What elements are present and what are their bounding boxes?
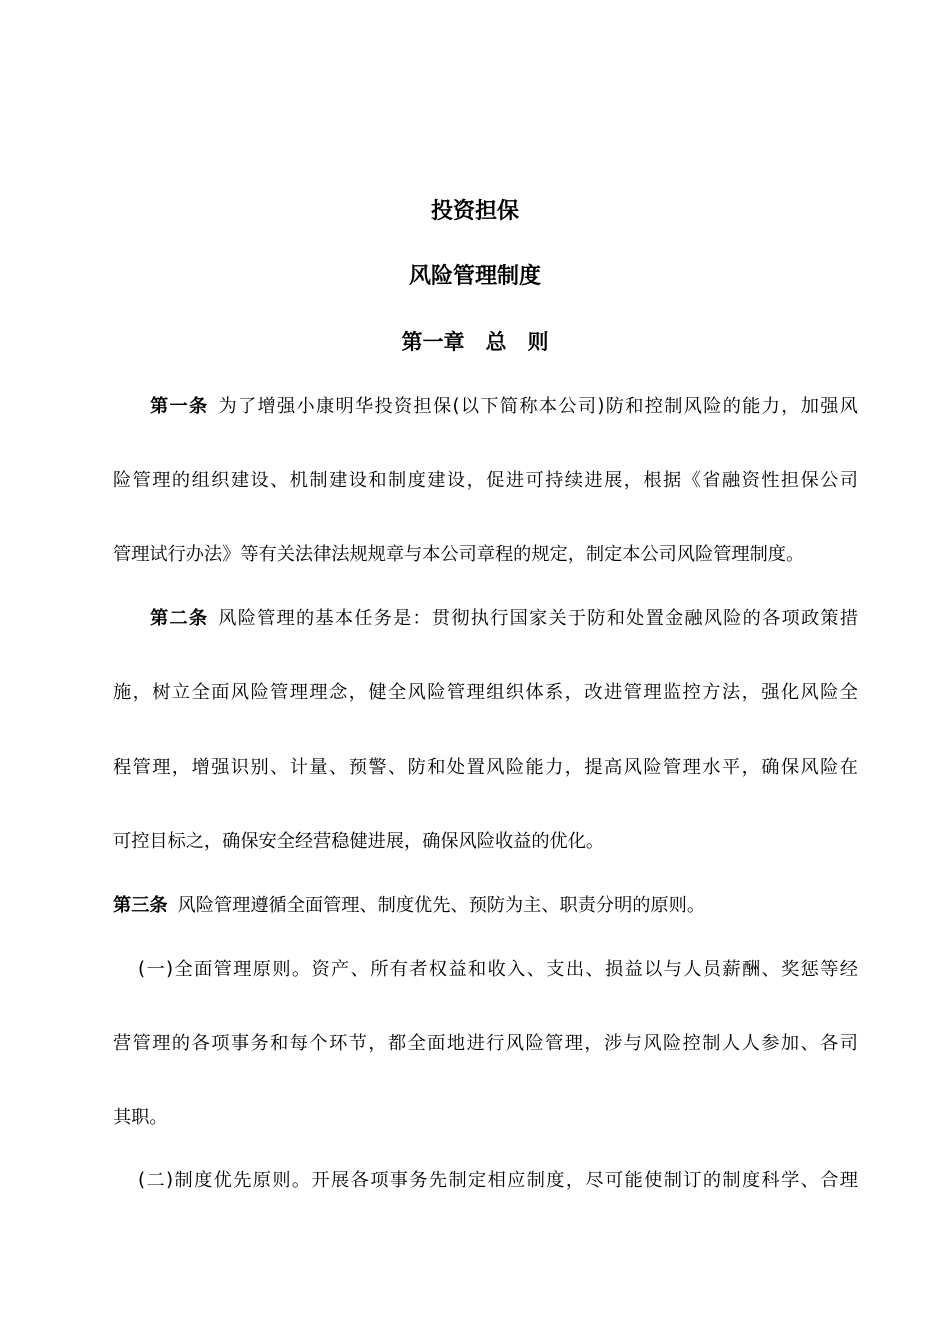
principle1-line1: (一)全面管理原则。资产、所有者权益和收入、支出、损益以与人员薪酬、奖惩等经 <box>138 959 858 980</box>
article3-line1 <box>113 892 858 920</box>
document-title-line1: 投资担保 <box>430 199 519 224</box>
article1-line1 <box>150 393 858 421</box>
article1-line3: 管理试行办法》等有关法律法规规章与本公司章程的规定，制定本公司风险管理制度。 <box>113 544 805 565</box>
article2-line4: 可控目标之，确保安全经营稳健进展，确保风险收益的优化。 <box>113 831 605 852</box>
article2-line2: 施，树立全面风险管理理念，健全风险管理组织体系，改进管理监控方法，强化风险全 <box>113 682 858 703</box>
article3-label: 第三条 <box>113 895 168 916</box>
principle1-line2: 营管理的各项事务和每个环节，都全面地进行风险管理，涉与风险控制人人参加、各司 <box>113 1033 858 1054</box>
article1-text-1: 为了增强小康明华投资担保(以下简称本公司)防和控制风险的能力，加强风 <box>218 396 858 417</box>
document-title-line2: 风险管理制度 <box>408 264 541 289</box>
article1-line2: 险管理的组织建设、机制建设和制度建设，促进可持续进展，根据《省融资性担保公司 <box>113 470 858 491</box>
principle1-line3: 其职。 <box>113 1107 168 1128</box>
principle2-line1: (二)制度优先原则。开展各项事务先制定相应制度，尽可能使制订的制度科学、合理 <box>138 1170 858 1191</box>
article2-line1 <box>150 605 858 633</box>
article1-label: 第一条 <box>150 396 209 417</box>
article2-text-1: 风险管理的基本任务是：贯彻执行国家关于防和处置金融风险的各项政策措 <box>218 608 858 629</box>
article2-line3: 程管理，增强识别、计量、预警、防和处置风险能力，提高风险管理水平，确保风险在 <box>113 757 858 778</box>
chapter-title: 第一章 总 则 <box>401 330 549 354</box>
article3-text-1: 风险管理遵循全面管理、制度优先、预防为主、职责分明的原则。 <box>177 895 706 916</box>
article2-label: 第二条 <box>150 608 209 629</box>
